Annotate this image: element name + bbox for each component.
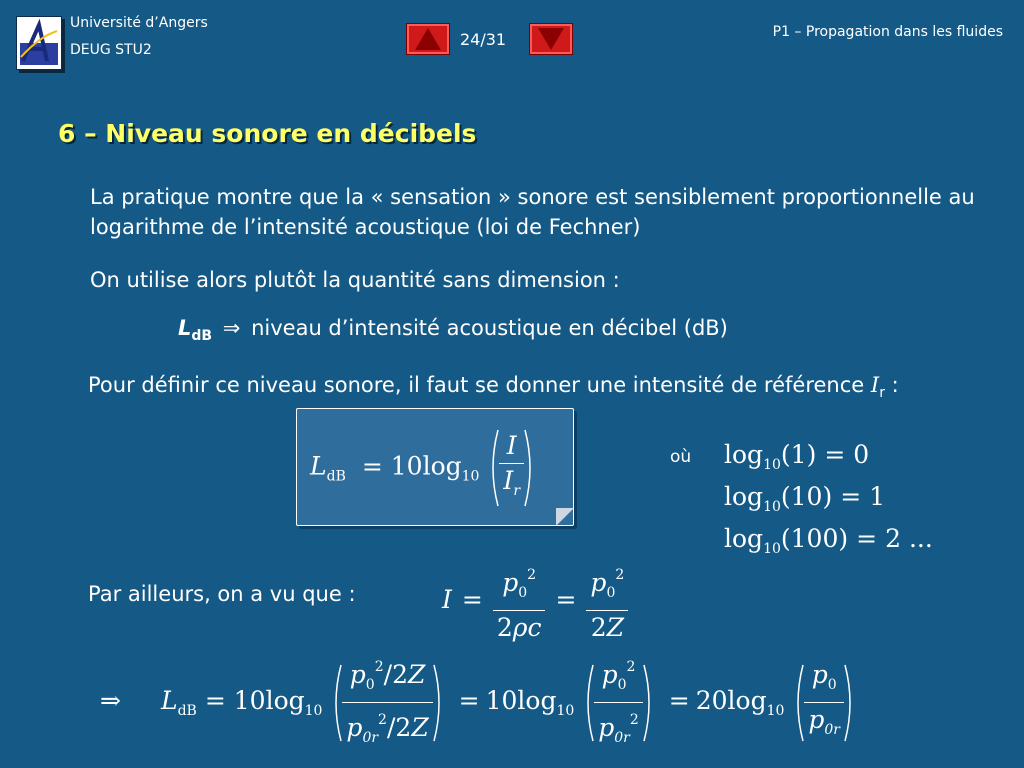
g-p1-sup: 2 <box>527 567 537 583</box>
example-log1: $\log_{10}(1) = 0$ <box>724 440 870 473</box>
implies-arrow: ⇒ <box>222 316 241 340</box>
example-log100: $\log_{10}(100) = 2$ ... <box>724 524 933 557</box>
h-eq2: = <box>458 686 480 715</box>
f-dB: dB <box>326 468 346 485</box>
g-p1-sub: 0 <box>518 585 528 601</box>
reference-subscript: r <box>879 385 885 402</box>
e2-eq: = <box>840 482 862 511</box>
reference-colon: : <box>884 373 899 397</box>
h-rparen1 <box>433 663 445 743</box>
paragraph-reference <box>88 370 928 408</box>
g-p2-sub: 0 <box>606 585 616 601</box>
e3-res: 2 ... <box>885 524 933 553</box>
f-den-I: I <box>503 465 514 495</box>
h-n2-sup: 2 <box>626 659 636 675</box>
e1-arg: 1 <box>790 440 807 469</box>
g-eq1: = <box>461 585 483 614</box>
prev-slide-button[interactable] <box>406 23 450 55</box>
h-rparen3 <box>844 663 856 743</box>
h-rparen2 <box>643 663 655 743</box>
fraction-p0-p0r-2z <box>342 650 432 755</box>
fraction-i-ir <box>499 429 524 508</box>
h-ten2: 10 <box>485 686 518 715</box>
right-paren <box>524 428 536 508</box>
h-twenty: 20 <box>695 686 728 715</box>
h-eq3: = <box>668 686 690 715</box>
h-n1-Z: Z <box>407 660 426 689</box>
page-indicator: 24/31 <box>460 30 507 49</box>
g-rho: ρ <box>512 613 528 642</box>
g-p1: p <box>502 568 519 597</box>
slide-title: 6 – Niveau sonore en décibels <box>58 119 477 148</box>
f-eq: = <box>361 451 383 481</box>
triangle-down-icon <box>536 27 566 51</box>
h-log2: log <box>517 686 557 715</box>
f-ten: 10 <box>390 451 423 481</box>
h-lparen1 <box>330 663 342 743</box>
reference-symbol: I <box>870 373 880 397</box>
h-d1-p: p <box>346 713 363 742</box>
fraction-p0-p0r <box>804 658 844 747</box>
g-c: c <box>527 613 542 642</box>
next-slide-button[interactable] <box>529 23 573 55</box>
left-paren <box>487 428 499 508</box>
e2-base: 10 <box>763 499 781 515</box>
e3-eq: = <box>856 524 878 553</box>
h-base1: 10 <box>304 703 323 719</box>
g-Z: Z <box>606 613 624 642</box>
program-name: DEUG STU2 <box>70 42 152 58</box>
definition-line <box>178 313 728 351</box>
h-base2: 10 <box>556 703 575 719</box>
h-log3: log <box>727 686 767 715</box>
h-n2-p: p <box>601 660 618 689</box>
h-arrow: ⇒ <box>100 686 121 715</box>
g-I: I <box>442 585 452 614</box>
g-den2-two: 2 <box>590 613 607 642</box>
h-n1-p: p <box>349 660 366 689</box>
h-d3-p: p <box>808 705 825 734</box>
example-log10: $\log_{10}(10) = 1$ <box>724 482 886 515</box>
h-ten1: 10 <box>233 686 266 715</box>
e2-arg: 10 <box>790 482 823 511</box>
h-d1-sub: 0r <box>362 730 379 746</box>
university-logo <box>16 16 62 70</box>
paragraph-fechner: La pratique montre que la « sensation » sonore est sensiblement proportionnelle au logarithme de l’intensité acoustique (loi de Fechner) <box>90 185 975 239</box>
h-n1-sub: 0 <box>365 677 375 693</box>
g-p2: p <box>590 568 607 597</box>
g-den1-two: 2 <box>496 613 513 642</box>
fraction-p0-2z <box>586 558 628 645</box>
f-L: L <box>310 451 327 481</box>
h-n1-slash: / <box>383 660 393 689</box>
h-n1-two: 2 <box>392 660 408 689</box>
paragraph-quantity: On utilise alors plutôt la quantité sans dimension : <box>90 268 620 292</box>
h-n3-sub: 0 <box>827 677 837 693</box>
fraction-p0-2rhoc <box>493 558 546 645</box>
ldb-symbol: L <box>178 316 192 340</box>
final-derivation-formula <box>100 650 856 755</box>
h-dB: dB <box>177 703 197 719</box>
h-log1: log <box>265 686 305 715</box>
e3-arg: 100 <box>790 524 839 553</box>
f-den-r: r <box>513 482 521 499</box>
h-d1-Z: Z <box>411 713 429 742</box>
h-d1-sup: 2 <box>378 712 387 728</box>
h-d2-sub: 0r <box>614 730 630 746</box>
h-d1-two: 2 <box>395 713 412 742</box>
e1-base: 10 <box>763 457 781 473</box>
e1-eq: = <box>824 440 846 469</box>
paragraph-par-ailleurs: Par ailleurs, on a vu que : <box>88 582 356 606</box>
intensity-formula <box>442 558 628 645</box>
university-name: Université d’Angers <box>70 15 208 31</box>
h-d3-sub: 0r <box>824 722 840 738</box>
h-lparen2 <box>582 663 594 743</box>
e1-res: 0 <box>853 440 870 469</box>
h-n2-sub: 0 <box>617 677 627 693</box>
h-L: L <box>160 686 178 715</box>
f-base: 10 <box>461 468 480 485</box>
e3-base: 10 <box>763 541 781 557</box>
e1-log: log <box>724 440 764 469</box>
h-d2-sup: 2 <box>629 712 639 728</box>
ldb-definition-formula <box>310 428 536 508</box>
ldb-subscript: dB <box>191 328 213 345</box>
f-log: log <box>422 451 462 481</box>
f-num-I: I <box>499 429 524 464</box>
e2-res: 1 <box>869 482 886 511</box>
g-p2-sup: 2 <box>615 567 625 583</box>
h-d1-slash: / <box>386 713 396 742</box>
triangle-up-icon <box>413 27 443 51</box>
e3-log: log <box>724 524 764 553</box>
h-base3: 10 <box>766 703 785 719</box>
h-d2-p: p <box>598 713 615 742</box>
h-n3-p: p <box>811 660 828 689</box>
reference-text: Pour définir ce niveau sonore, il faut se donner une intensité de référence <box>88 373 865 397</box>
g-eq2: = <box>555 585 577 614</box>
course-title: P1 – Propagation dans les fluides <box>772 24 1003 40</box>
h-lparen3 <box>792 663 804 743</box>
definition-text: niveau d’intensité acoustique en décibel (dB) <box>251 316 728 340</box>
h-n1-sup: 2 <box>374 659 384 675</box>
e2-log: log <box>724 482 764 511</box>
h-eq1: = <box>204 686 226 715</box>
ou-label: où <box>670 447 692 467</box>
fraction-p0sq-p0rsq <box>594 650 643 755</box>
